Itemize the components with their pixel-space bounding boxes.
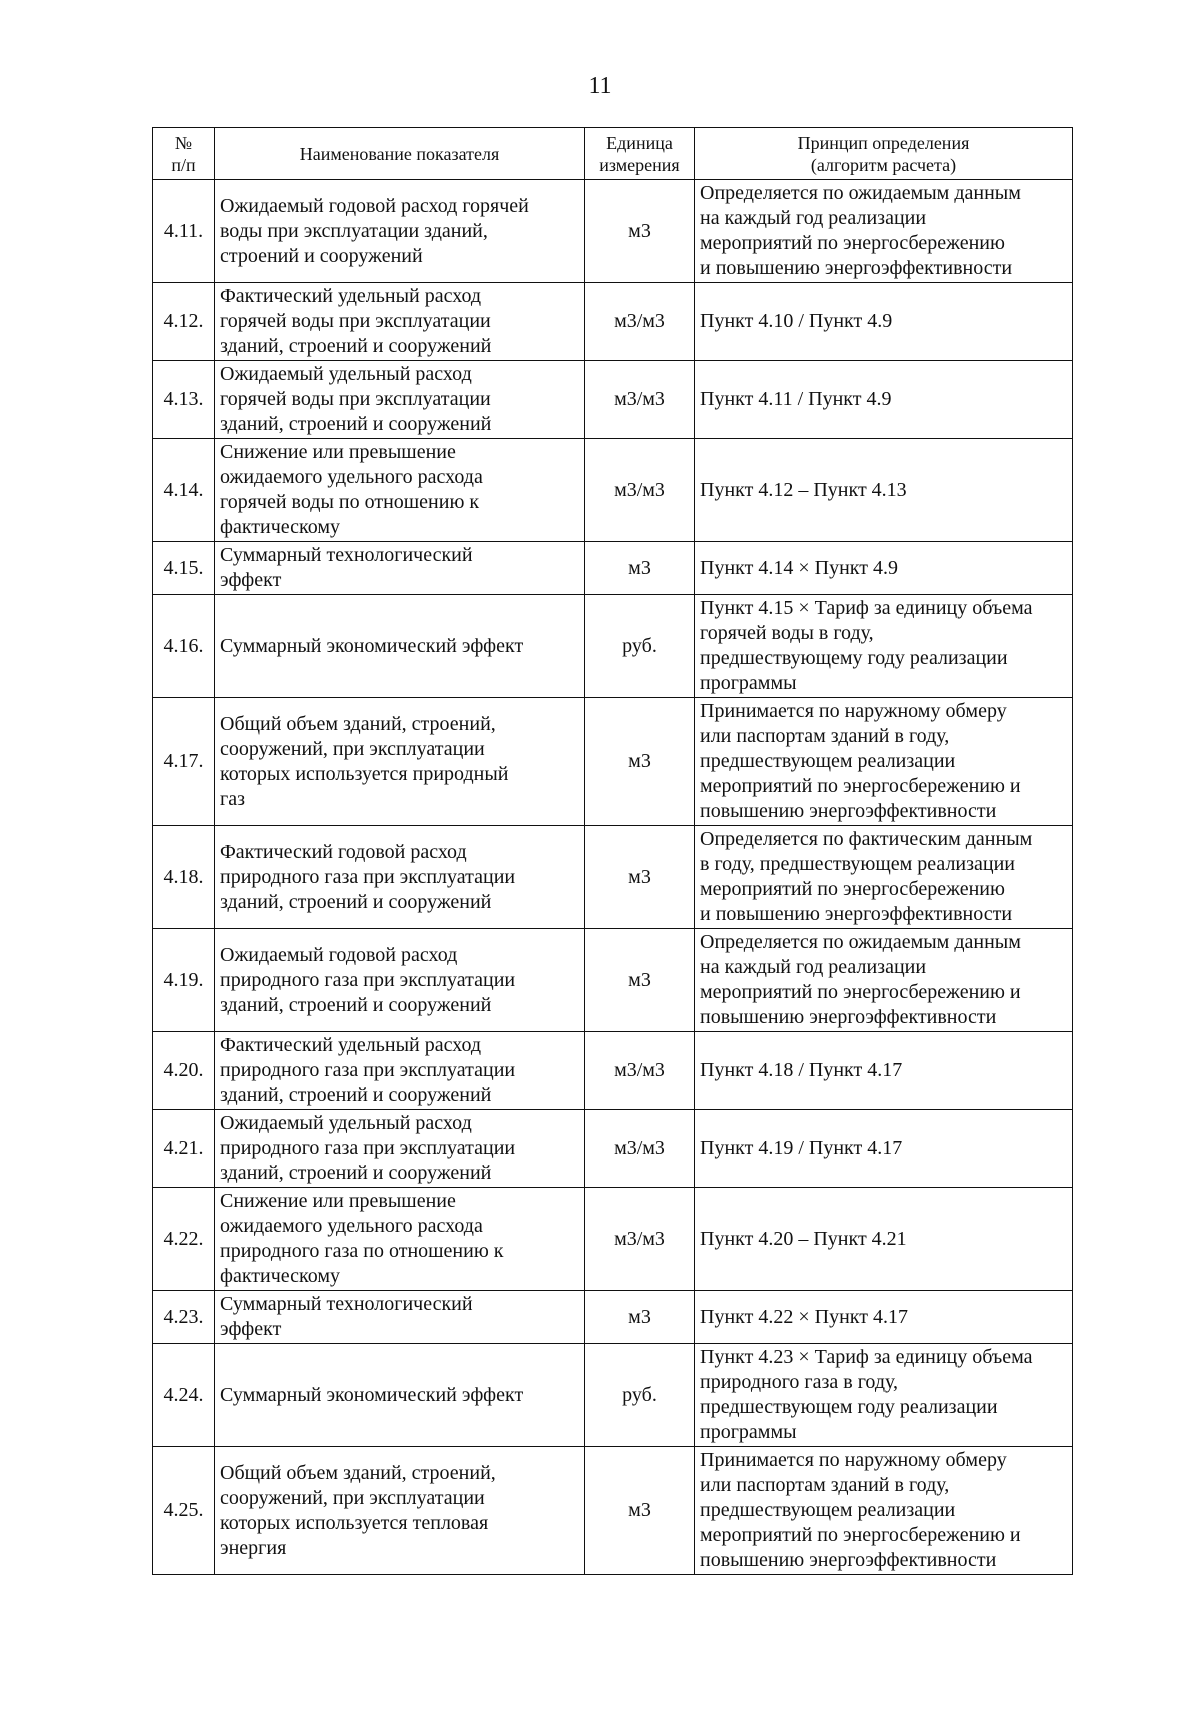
indicator-name: Фактический удельный расход природного газа при эксплуатации зданий, строений и сооружений xyxy=(215,1032,585,1110)
calculation-rule: Пункт 4.19 / Пункт 4.17 xyxy=(695,1110,1073,1188)
table-row xyxy=(153,1291,1073,1344)
table-row xyxy=(153,1344,1073,1447)
calculation-rule: Пункт 4.14 × Пункт 4.9 xyxy=(695,542,1073,595)
row-number: 4.12. xyxy=(153,283,215,361)
table-row xyxy=(153,439,1073,542)
table-row xyxy=(153,595,1073,698)
unit-of-measure: м3/м3 xyxy=(585,439,695,542)
table-row xyxy=(153,1447,1073,1575)
row-number: 4.22. xyxy=(153,1188,215,1291)
calculation-rule: Пункт 4.12 – Пункт 4.13 xyxy=(695,439,1073,542)
header-rule: Принцип определения (алгоритм расчета) xyxy=(695,128,1073,180)
indicator-name: Фактический удельный расход горячей воды при эксплуатации зданий, строений и сооружений xyxy=(215,283,585,361)
table-row xyxy=(153,283,1073,361)
unit-of-measure: м3/м3 xyxy=(585,1188,695,1291)
indicator-name: Суммарный технологический эффект xyxy=(215,542,585,595)
header-unit: Единица измерения xyxy=(585,128,695,180)
indicator-name: Суммарный технологический эффект xyxy=(215,1291,585,1344)
row-number: 4.23. xyxy=(153,1291,215,1344)
row-number: 4.25. xyxy=(153,1447,215,1575)
table-row xyxy=(153,1110,1073,1188)
unit-of-measure: м3 xyxy=(585,1291,695,1344)
indicator-name: Общий объем зданий, строений, сооружений, при эксплуатации которых используется природный газ xyxy=(215,698,585,826)
calculation-rule: Принимается по наружному обмеру или паспортам зданий в году, предшествующем реализации мероприятий по энергосбережению и повышению энергоэффективности xyxy=(695,1447,1073,1575)
indicator-name: Ожидаемый годовой расход горячей воды при эксплуатации зданий, строений и сооружений xyxy=(215,180,585,283)
unit-of-measure: руб. xyxy=(585,1344,695,1447)
calculation-rule: Определяется по фактическим данным в году, предшествующем реализации мероприятий по энергосбережению и повышению энергоэффективности xyxy=(695,826,1073,929)
header-name: Наименование показателя xyxy=(215,128,585,180)
row-number: 4.18. xyxy=(153,826,215,929)
indicator-name: Ожидаемый удельный расход горячей воды при эксплуатации зданий, строений и сооружений xyxy=(215,361,585,439)
unit-of-measure: м3/м3 xyxy=(585,1110,695,1188)
row-number: 4.15. xyxy=(153,542,215,595)
table-row xyxy=(153,698,1073,826)
calculation-rule: Пункт 4.22 × Пункт 4.17 xyxy=(695,1291,1073,1344)
unit-of-measure: руб. xyxy=(585,595,695,698)
unit-of-measure: м3/м3 xyxy=(585,361,695,439)
row-number: 4.20. xyxy=(153,1032,215,1110)
row-number: 4.13. xyxy=(153,361,215,439)
table-row xyxy=(153,1032,1073,1110)
table-body xyxy=(153,180,1073,1575)
row-number: 4.21. xyxy=(153,1110,215,1188)
table-row xyxy=(153,542,1073,595)
indicator-name: Снижение или превышение ожидаемого удельного расхода горячей воды по отношению к фактическому xyxy=(215,439,585,542)
table-row xyxy=(153,826,1073,929)
indicator-name: Общий объем зданий, строений, сооружений, при эксплуатации которых используется тепловая энергия xyxy=(215,1447,585,1575)
row-number: 4.17. xyxy=(153,698,215,826)
calculation-rule: Пункт 4.18 / Пункт 4.17 xyxy=(695,1032,1073,1110)
unit-of-measure: м3 xyxy=(585,929,695,1032)
table-row xyxy=(153,361,1073,439)
header-num: № п/п xyxy=(153,128,215,180)
calculation-rule: Принимается по наружному обмеру или паспортам зданий в году, предшествующем реализации мероприятий по энергосбережению и повышению энергоэффективности xyxy=(695,698,1073,826)
calculation-rule: Пункт 4.10 / Пункт 4.9 xyxy=(695,283,1073,361)
row-number: 4.11. xyxy=(153,180,215,283)
calculation-rule: Пункт 4.20 – Пункт 4.21 xyxy=(695,1188,1073,1291)
table-row xyxy=(153,929,1073,1032)
indicators-table xyxy=(152,127,1073,1575)
table-row xyxy=(153,1188,1073,1291)
indicator-name: Фактический годовой расход природного газа при эксплуатации зданий, строений и сооружений xyxy=(215,826,585,929)
unit-of-measure: м3/м3 xyxy=(585,1032,695,1110)
row-number: 4.16. xyxy=(153,595,215,698)
indicator-name: Снижение или превышение ожидаемого удельного расхода природного газа по отношению к фактическому xyxy=(215,1188,585,1291)
calculation-rule: Определяется по ожидаемым данным на каждый год реализации мероприятий по энергосбережению и повышению энергоэффективности xyxy=(695,180,1073,283)
indicator-name: Суммарный экономический эффект xyxy=(215,1344,585,1447)
page-number: 11 xyxy=(588,73,612,99)
unit-of-measure: м3 xyxy=(585,180,695,283)
calculation-rule: Пункт 4.23 × Тариф за единицу объема природного газа в году, предшествующем году реализации программы xyxy=(695,1344,1073,1447)
row-number: 4.19. xyxy=(153,929,215,1032)
unit-of-measure: м3 xyxy=(585,698,695,826)
calculation-rule: Пункт 4.15 × Тариф за единицу объема горячей воды в году, предшествующему году реализации программы xyxy=(695,595,1073,698)
row-number: 4.24. xyxy=(153,1344,215,1447)
unit-of-measure: м3 xyxy=(585,542,695,595)
table-header-row xyxy=(153,128,1073,180)
calculation-rule: Определяется по ожидаемым данным на каждый год реализации мероприятий по энергосбережению и повышению энергоэффективности xyxy=(695,929,1073,1032)
table-row xyxy=(153,180,1073,283)
unit-of-measure: м3 xyxy=(585,826,695,929)
indicator-name: Ожидаемый годовой расход природного газа при эксплуатации зданий, строений и сооружений xyxy=(215,929,585,1032)
indicator-name: Суммарный экономический эффект xyxy=(215,595,585,698)
row-number: 4.14. xyxy=(153,439,215,542)
indicator-name: Ожидаемый удельный расход природного газа при эксплуатации зданий, строений и сооружений xyxy=(215,1110,585,1188)
calculation-rule: Пункт 4.11 / Пункт 4.9 xyxy=(695,361,1073,439)
unit-of-measure: м3 xyxy=(585,1447,695,1575)
unit-of-measure: м3/м3 xyxy=(585,283,695,361)
